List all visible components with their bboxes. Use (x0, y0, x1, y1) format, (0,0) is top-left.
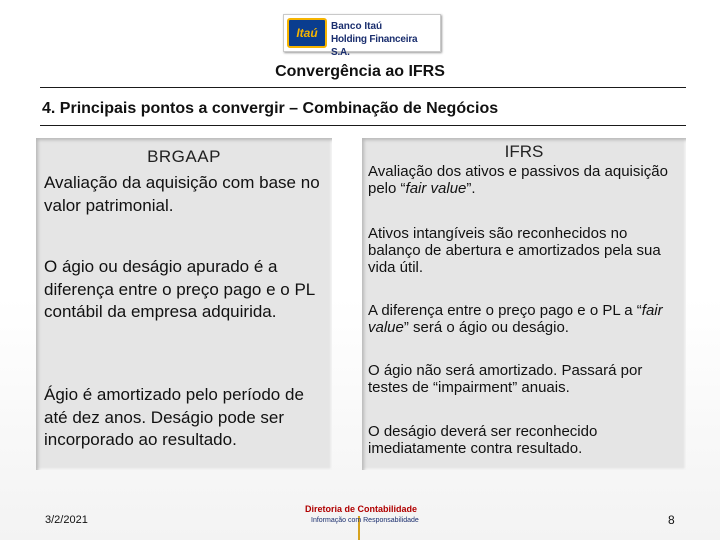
logo-line2: Holding Financeira S.A. (331, 34, 418, 58)
ifrs-p3-fair-value: fair value (368, 302, 663, 336)
footer-logo-line2: Informação com Responsabilidade (311, 517, 419, 524)
logo-text (331, 20, 438, 59)
ifrs-paragraph-3 (368, 302, 684, 336)
ifrs-paragraph-4: O ágio não será amortizado. Passará por testes de “impairment” anuais. (368, 362, 643, 396)
brgaap-heading: BRGAAP (147, 147, 221, 166)
slide-title: Convergência ao IFRS (275, 63, 445, 80)
ifrs-paragraph-1 (368, 163, 684, 197)
ifrs-p1-fair-value: fair value (405, 180, 467, 197)
ifrs-p1-text: Avaliação dos ativos e passivos da aquisição pelo “ (368, 163, 668, 197)
logo-line1: Banco Itaú (331, 21, 383, 32)
footer-logo-line1: Diretoria de Contabilidade (305, 504, 418, 514)
logo-mark-text: Itaú (296, 26, 318, 40)
brgaap-panel (36, 138, 332, 470)
footer-date: 3/2/2021 (45, 514, 88, 526)
company-logo (283, 14, 441, 58)
slide-subtitle: 4. Principais pontos a convergir – Combinação de Negócios (42, 100, 499, 117)
brgaap-paragraph-3: Ágio é amortizado pelo período de até dez anos. Deságio pode ser incorporado ao resultado. (44, 385, 304, 449)
page-number: 8 (668, 513, 675, 527)
ifrs-paragraph-2: Ativos intangíveis são reconhecidos no balanço de abertura e amortizados pela sua vida útil. (368, 225, 661, 276)
itau-logo-mark (287, 18, 327, 48)
subtitle-divider (40, 125, 686, 126)
ifrs-paragraph-5: O deságio deverá ser reconhecido imediatamente contra resultado. (368, 423, 598, 457)
brgaap-paragraph-1: Avaliação da aquisição com base no valor patrimonial. (44, 173, 320, 215)
ifrs-p3-text: A diferença entre o preço pago e o PL a “ (368, 302, 642, 319)
ifrs-heading: IFRS (504, 142, 544, 161)
ifrs-p3-end: ” será o ágio ou deságio. (403, 319, 569, 336)
diretoria-contabilidade-logo (305, 504, 425, 540)
ifrs-panel (362, 138, 686, 470)
brgaap-paragraph-2: O ágio ou deságio apurado é a diferença entre o preço pago e o PL contábil da empresa adquirida. (44, 257, 315, 321)
ifrs-p1-end: ”. (466, 180, 476, 197)
title-divider (40, 87, 686, 88)
